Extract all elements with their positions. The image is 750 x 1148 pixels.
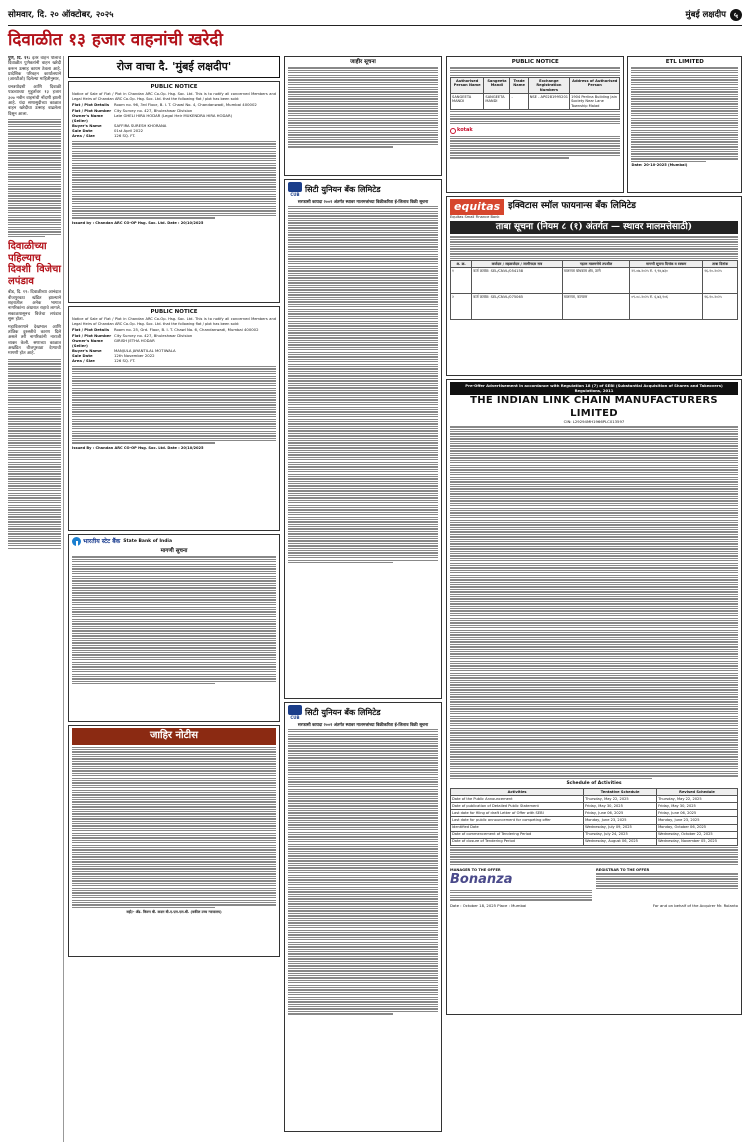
equitas-title: इक्विटास स्मॉल फायनान्स बँक लिमिटेड xyxy=(508,201,636,212)
main-headline: दिवाळीत १३ हजार वाहनांची खरेदी xyxy=(8,30,223,50)
public-notice-title: PUBLIC NOTICE xyxy=(511,59,559,65)
notice-footer: Issued by : Chandan ARC CO-OP Hsg. Soc. Ltd. Date : 20/10/2025 xyxy=(72,220,204,225)
etl-footer: Date: 20-10-2025 (Mumbai) xyxy=(631,163,688,167)
equitas-table: अ. क्र. कर्जदार / सहकर्जदार / जामीनदार नाव गहाण मालमत्तेचे तपशील मागणी सूचना दिनांक व रक्कम ताबा दिनांक १ कर्ज क्रमांक: SEL/CNVL/054158 मालमत्ता बांधकाम क्षेत्र, ठाणे २१-०७-२०२५ रु. १,९४,७३० १६-१०-२०२५ २ कर्ज क्रमांक: SEL/CNVL/075065 मालमत्ता, कल्याण ०९-०८-२०२५ रु. ६,७३,१०६ १६-१०-२०२५ xyxy=(450,260,738,320)
ad-signature: For and on behalf of the Acquirer Mr. Rolanto xyxy=(652,902,738,908)
cub-auction-notice-1 xyxy=(284,179,442,699)
table-row: १ कर्ज क्रमांक: SEL/CNVL/054158 मालमत्ता बांधकाम क्षेत्र, ठाणे २१-०७-२०२५ रु. १,९४,७३० १६-१०-२०२५ xyxy=(451,268,738,294)
cub-title: सिटी युनियन बँक लिमिटेड xyxy=(305,184,381,194)
notice-title: PUBLIC NOTICE xyxy=(150,309,198,315)
ilc-pre-offer-ad xyxy=(446,379,742,1015)
possession-notice-bar: ताबा सूचना (नियम ८ (१) अंतर्गत — स्थावर मालमत्तेसाठी) xyxy=(450,221,738,234)
sub-headline: दिवाळीच्या पहिल्याच दिवशी विजेचा लपंडाव xyxy=(8,241,61,287)
cub-title: सिटी युनियन बँक लिमिटेड xyxy=(305,707,381,717)
schedule-table: Activities Tentative Schedule Revised Schedule Date of the Public Announcement Thursday, May 22, 2025 Thursday, May 22, 2025 Date of publication of Detailed Public Statement Friday, May 30, 2025 Friday, May 30, 2025 Last date for filing of draft Letter of Offer with SEBI Friday, June 06, 2025 Friday, June 06, 2025 Last date for public announcement for competing offer Monday, June 23, 2025 Monday, June 23, 2025 Identified Date Wednesday, July 09, 2025 Monday, October 06, 2025 Date of commencement of Tendering Period Thursday, July 24, 2025 Wednesday, October 22, 2025 Date of closure of Tendering Period Wednesday, August 06, 2025 Wednesday, November 05, 2025 xyxy=(450,788,738,846)
etl-notice xyxy=(627,56,742,193)
equitas-tagline: Equitas Small Finance Bank xyxy=(450,214,500,219)
news-para-2: बीड, दि. १९: दिवाळीच्या आनंदात वीजपुरवठा खंडित झाल्याने शहरातील अनेक भागात नागरिकांना अंधारात राहावे लागले. सकाळपासूनच विजेचा लपंडाव सुरू होता. xyxy=(8,290,61,323)
etl-title: ETL LIMITED xyxy=(665,59,704,65)
ad-date-place: Date : October 18, 2025 Place : Mumbai xyxy=(450,902,527,908)
cub-auction-notice-2 xyxy=(284,702,442,1132)
jahir-suchana-title: जाहीर सूचना xyxy=(350,59,376,65)
equitas-logo: equitas xyxy=(450,199,504,215)
table-row: Date of commencement of Tendering Period Thursday, July 24, 2025 Wednesday, October 22, 2025 xyxy=(451,831,738,838)
notice-title: PUBLIC NOTICE xyxy=(150,84,198,90)
schedule-title: Schedule of Activities xyxy=(566,781,622,787)
news-para: धनत्रयोदशी आणि दिवाळी पाडव्याच्या मुहूर्तावर १३ हजार ३०७ नवीन वाहनांची नोंदणी झाली आहे. यंदा सणासुदीच्या काळात वाहन खरेदीचा उत्साह वाढलेला दिसून आला. xyxy=(8,84,61,117)
ilc-title: THE INDIAN LINK CHAIN MANUFACTURERS LIMITED xyxy=(470,395,718,419)
table-row: Date of closure of Tendering Period Wednesday, August 06, 2025 Wednesday, November 05, 2025 xyxy=(451,838,738,845)
sbi-body-text xyxy=(72,556,276,684)
authorised-person-table: Authorised Person Name Sangeeta Mandi Trade Name Exchange Registration Numbers Address of Authorised Person SANGEETA MANDI SANGEETA MANDI - NSE - AP0281995201 1904 Perlina Building Jain Society Near Lane Township Malad xyxy=(450,77,620,110)
sbi-logo-icon xyxy=(72,537,81,546)
table-row: Last date for public announcement for competing offer Monday, June 23, 2025 Monday, June 23, 2025 xyxy=(451,817,738,824)
issue-date: सोमवार, दि. २० ऑक्टोबर, २०२५ xyxy=(8,9,114,20)
jahir-notice-title: जाहिर नोटीस xyxy=(72,728,276,745)
cub-subtitle: सरफासी कायदा २००२ अंतर्गत स्थावर मालमत्तांच्या विक्रीकरिता ई-लिलाव विक्री सूचना xyxy=(297,722,429,727)
notice-intro: Notice of Sale of Flat / Plot in Chandan ARC Co-Op. Hsg. Soc. Ltd. This is to notify all concerned Members and Legal Heirs of Chandan ARC Co-Op. Hsg. Soc. Ltd. that the following flat / plot has been sold: xyxy=(72,317,276,326)
jahir-suchana xyxy=(284,56,442,176)
kotak-logo: kotak xyxy=(450,127,473,133)
ilc-body-text xyxy=(450,426,738,779)
masthead-right xyxy=(686,9,742,21)
news-column xyxy=(8,56,64,1142)
sbi-name-en: State Bank of India xyxy=(123,538,173,544)
news-text-filler-2 xyxy=(8,359,61,549)
cub-logo: CUB xyxy=(288,182,302,197)
notice-details: Flat / Plot Details Room no. 96, 3rd Floor, B. I. T. Chawl No. 4, Chandanwadi, Mumbai 400002 Flat / Plot Number City Survey no. 427, Bhuleshwar Division Owner's Name (Seller) Late GHELI HIRA HODAR (Legal Heir MUKENDRA HIRA HODAR) Buyer's Name SAFFIRA SURESH KHORANA Sale Date 01st April 2022 Area / Size 126 SQ. FT. xyxy=(72,102,257,139)
cub-subtitle: सरफासी कायदा २००२ अंतर्गत स्थावर मालमत्तांच्या विक्रीकरिता ई-लिलाव विक्री सूचना xyxy=(297,199,429,204)
notices-column-b xyxy=(68,56,280,1142)
notice-intro: Notice of Sale of Flat / Plot in Chandan ARC Co-Op. Hsg. Soc. Ltd. This is to notify all concerned Members and Legal Heirs of Chandan ARC Co-Op. Hsg. Soc. Ltd. that the following flat / plot has been sold: xyxy=(72,92,276,101)
ilc-cin: CIN: L29294MH1966PLC013597 xyxy=(563,419,625,425)
sbi-logo: भारतीय स्टेट बैंक xyxy=(72,537,120,546)
paper-name: मुंबई लक्षदीप xyxy=(685,9,726,20)
sbi-subtitle: मागणी सूचना xyxy=(160,548,188,554)
notice-details: Flat / Plot Details Room no. 25, Grd. Floor, B. I. T. Chawl No. 6, Chandanwadi, Mumbai 400002 Flat / Plot Number City Survey no. 427, Bhuleshwar Division Owner's Name (Seller) GIRISH JETHA HODAR Buyer's Name MANJULA JAYANTILAL MOTIWALA Sale Date 12th November 2022 Area / Size 126 SQ. FT. xyxy=(72,327,259,364)
public-notice-1 xyxy=(68,81,280,303)
table-row: SANGEETA MANDI SANGEETA MANDI - NSE - AP0281995201 1904 Perlina Building Jain Society Near Lane Township Malad xyxy=(451,93,620,109)
page-number-badge: ५ xyxy=(730,9,742,21)
kotak-public-notice xyxy=(446,56,624,193)
bonanza-logo: Bonanza xyxy=(450,872,513,888)
table-row: Identified Date Wednesday, July 09, 2025 Monday, October 06, 2025 xyxy=(451,824,738,831)
public-notice-2 xyxy=(68,306,280,531)
notices-column-c xyxy=(284,56,442,1142)
table-row: Date of the Public Announcement Thursday, May 22, 2025 Thursday, May 22, 2025 xyxy=(451,796,738,803)
table-row: Last date for filing of draft Letter of Offer with SEBI Friday, June 06, 2025 Friday, June 06, 2025 xyxy=(451,810,738,817)
manager-to-offer: MANAGER TO THE OFFER Bonanza xyxy=(450,868,592,902)
notices-column-d xyxy=(446,56,742,1142)
jahir-notice-signature: सही/- ॲड. किरण बी. कदम बी.ए.एल.एल.बी. (वकील उच्च न्यायालय) xyxy=(126,909,222,914)
jahir-notice xyxy=(68,725,280,957)
table-row: Date of publication of Detailed Public Statement Friday, May 30, 2025 Friday, May 30, 2025 xyxy=(451,803,738,810)
kotak-logo-icon xyxy=(450,128,456,134)
news-text-filler xyxy=(8,119,61,237)
notice-body-text xyxy=(72,141,276,219)
jahir-notice-text xyxy=(72,747,276,908)
equitas-possession-notice xyxy=(446,196,742,376)
roj-vacha-banner: रोज वाचा दै. 'मुंबई लक्षदीप' xyxy=(68,56,280,78)
notice-body-text xyxy=(72,366,276,444)
top-right-notices xyxy=(446,56,742,196)
notice-footer: Issued By : Chandan ARC CO-OP Hsg. Soc. Ltd. Date : 20/10/2025 xyxy=(72,445,204,450)
table-row: २ कर्ज क्रमांक: SEL/CNVL/075065 मालमत्ता, कल्याण ०९-०८-२०२५ रु. ६,७३,१०६ १६-१०-२०२५ xyxy=(451,294,738,320)
jahir-suchana-text xyxy=(288,67,438,147)
cub-logo: CUB xyxy=(288,705,302,720)
bonanza-footer xyxy=(450,868,738,902)
cub-body-text xyxy=(288,206,438,564)
masthead xyxy=(8,8,742,26)
news-dateline: पुणे, दि. १९: इतर वाहन पोलाचे दिवाळीत पुणेकरांनी वाहन खरेदी करून उत्साह कायम ठेवला आहे. प्रादेशिक परिवहन कार्यालयाने (आरटीओ) दिलेल्या माहितीनुसार, xyxy=(8,56,62,83)
cub-body-text xyxy=(288,729,438,1015)
content-grid xyxy=(8,56,742,1142)
registrar-to-offer: REGISTRAR TO THE OFFER xyxy=(596,868,738,902)
news-para-3: महावितरणाने देखभाल आणि तांत्रिक दुरुस्तीचे कारण दिले असले तरी नागरिकांनी नाराजी व्यक्त केली. सणाच्या काळात अखंडित वीजपुरवठा देण्याची मागणी होत आहे. xyxy=(8,324,61,357)
sbi-notice xyxy=(68,534,280,722)
ilc-pre-header: Pre-Offer Advertisement in accordance with Regulation 18 (7) of SEBI (Substantial Acquisition of Shares and Takeovers) Regulations, 2011 xyxy=(450,382,738,395)
